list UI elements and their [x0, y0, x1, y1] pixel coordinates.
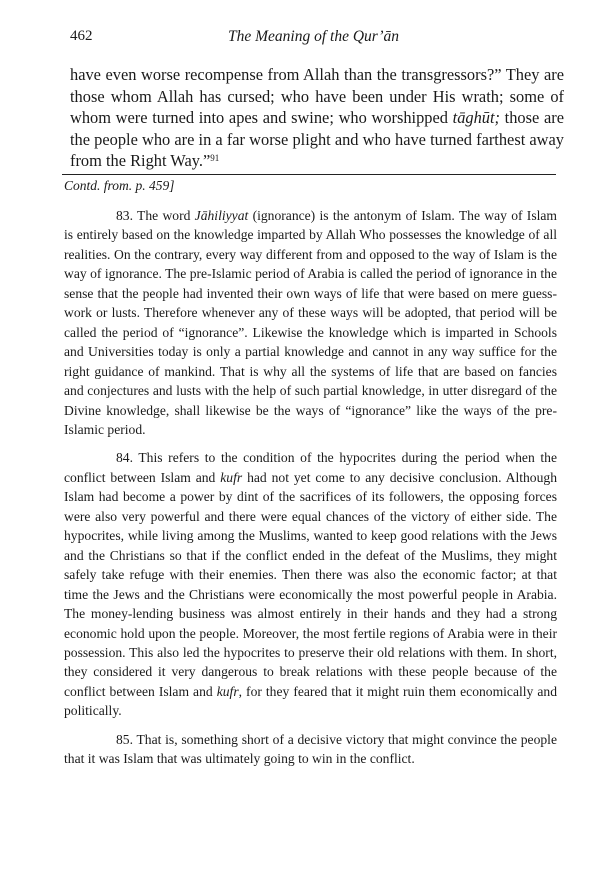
- running-title: The Meaning of the Qur’ān: [228, 28, 400, 45]
- note-85-text: 85. That is, something short of a decisive victory that might convince the people that it was Islam that was ultimately going to win in the conflict.: [64, 731, 557, 767]
- note-84-italic-term-2: kufr: [216, 683, 239, 699]
- footnote-divider: [62, 174, 556, 175]
- note-83-italic-term: Jāhiliyyat: [194, 208, 249, 223]
- note-84-middle: had not yet come to any decisive conclusion. Although Islam had become a power by dint of the sacrifices of its followers, the opposing forces were also very powerful and there were equal chances of the victory of either side. The hypocrites, while living among the Muslims, wanted to keep good relations with the Jews and the Christians so that if the conflict ended in the defeat of the Muslims, they might safely take refuge with their enemies. Then there was also the economic factor; at that time the Jews and the Christians were economically the most powerful people in Arabia. The money-lending business was almost entirely in their hands and they had a strong economic hold upon the people. Moreover, the most fertile regions of Arabia were in their possession. This also led the hypocrites to preserve their old relations with them. In short, they considered it very dangerous to break relations with these people because of the conflict between Islam and: [64, 469, 557, 699]
- note-85: [64, 730, 557, 769]
- note-84-text: , for they feared that it might ruin them economically and politically.: [64, 683, 557, 719]
- continued-from-label: Contd. from. p. 459]: [64, 178, 175, 193]
- verse-italic-term: tāghūt;: [452, 108, 500, 127]
- verse-text-part-2: those are the people who are in a far worse plight and who have turned farthest away from the Right Way.”: [70, 108, 564, 170]
- note-84-lead: 84. This refers to the condition of the hypocrites during the period when the conflict between Islam and: [64, 450, 557, 485]
- note-83: [64, 206, 557, 439]
- note-83-text: (ignorance) is the antonym of Islam. The way of Islam is entirely based on the knowledge imparted by Allah Who possesses the knowledge of all realities. On the contrary, every way different from and opposed to the way of Islam is the way of ignorance. The pre-Islamic period of Arabia is called the period of ignorance in the sense that the people had invented their own ways of life that were based on mere guess-work or lusts. Therefore whenever any of these ways will be adopted, that period will be called the period of “ignorance”. Likewise the knowledge which is imparted in Schools and Universities today is only a partial knowledge and cannot in any way suffice for the right guidance of mankind. That is why all the systems of life that are based on fancies and conjectures and lusts with the help of such partial knowledge, in utter disregard of the Divine knowledge, shall likewise be the ways of “ignorance” like the ways of the pre-Islamic period.: [64, 208, 557, 437]
- verse-text-part-1: have even worse recompense from Allah than the transgressors?” They are those whom Allah has cursed; who have been under His wrath; some of whom were turned into apes and swine; who worshipped: [70, 65, 564, 127]
- footnote-reference: 91: [210, 153, 220, 163]
- note-84-italic-term-1: kufr: [220, 469, 243, 485]
- footnotes: [64, 206, 557, 778]
- verse-paragraph: [70, 64, 564, 172]
- page-number: 462: [70, 28, 93, 44]
- verse-translation: [70, 64, 564, 172]
- page-header: [0, 28, 600, 48]
- note-84: [64, 448, 557, 720]
- note-83-lead: 83. The word: [116, 208, 195, 223]
